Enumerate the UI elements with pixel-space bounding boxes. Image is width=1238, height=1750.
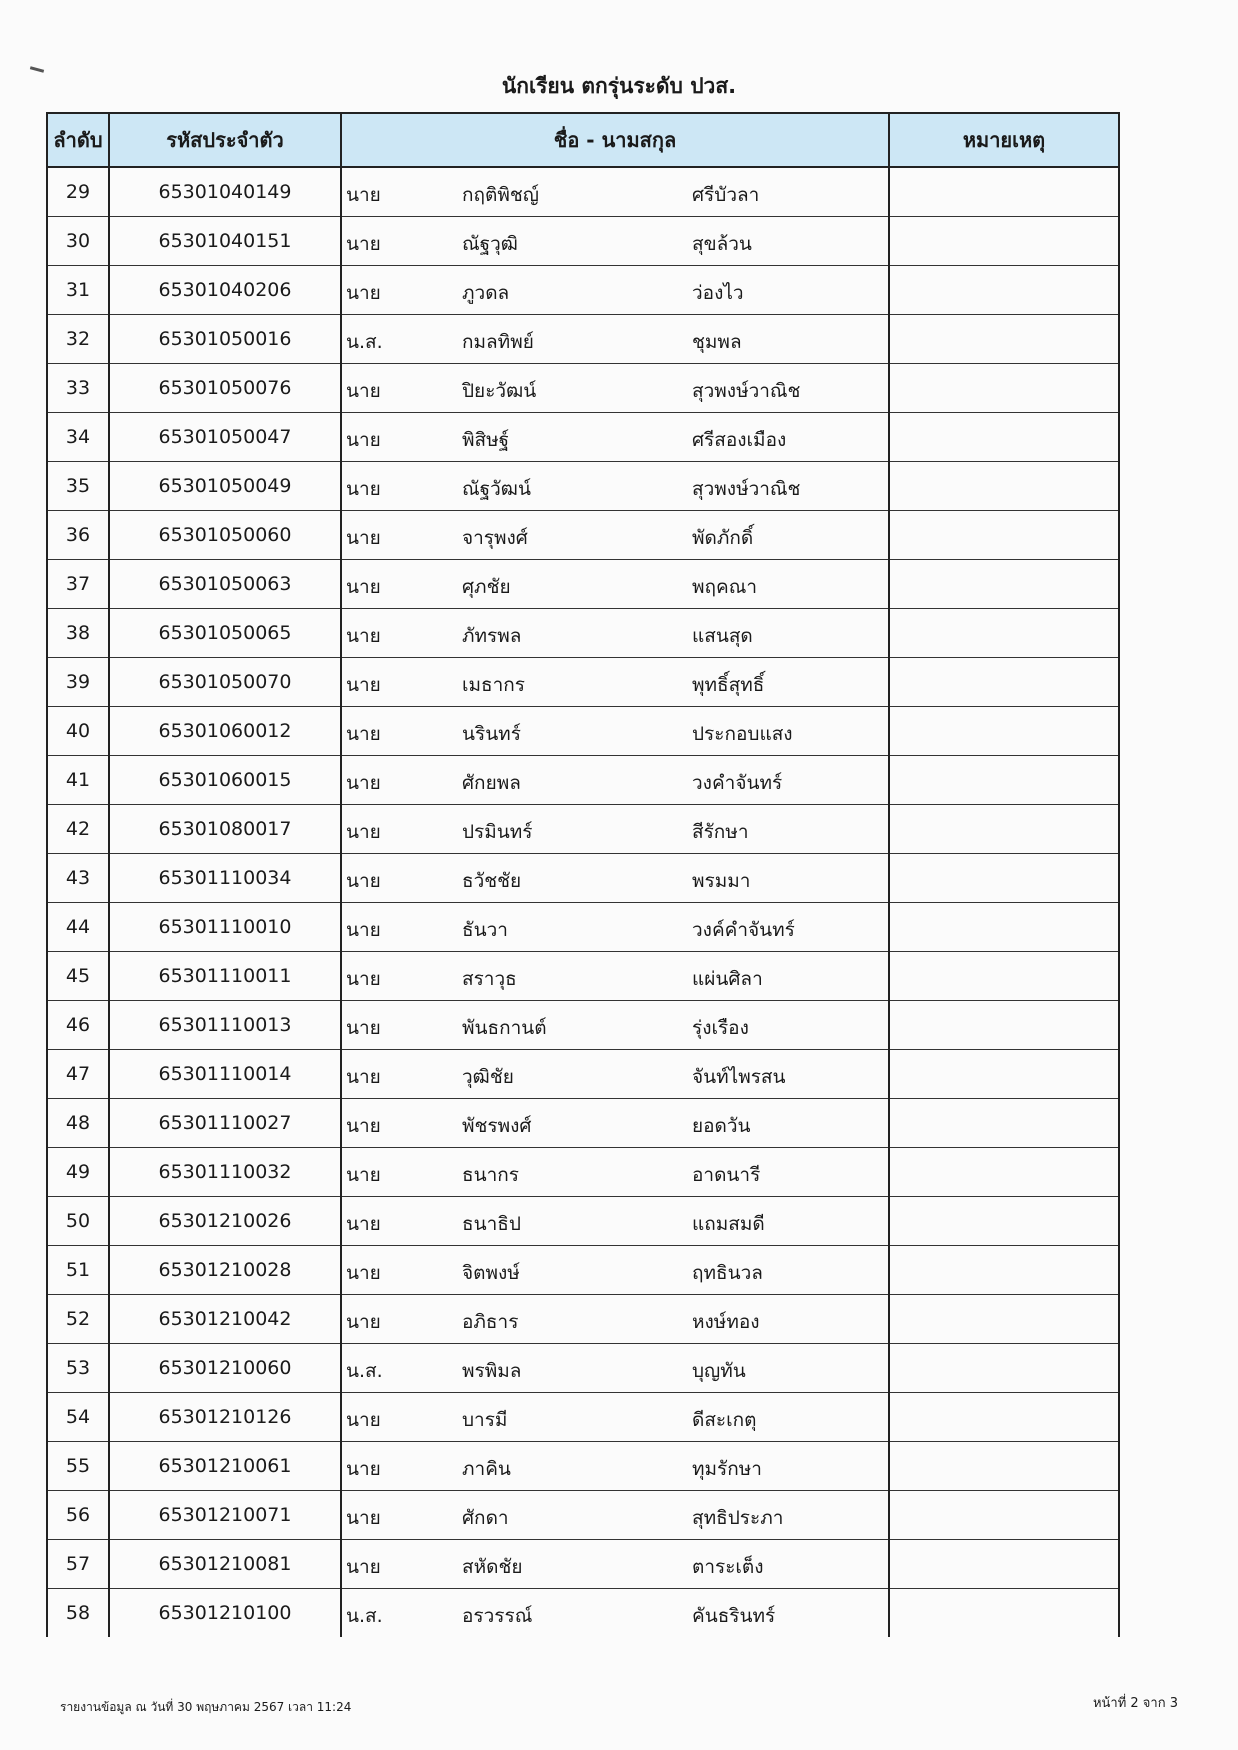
row-first-name: กฤติพิชญ์: [462, 184, 539, 206]
row-name-cell: [341, 1295, 889, 1344]
row-name-cell: [341, 1540, 889, 1589]
table-row: [47, 609, 1119, 658]
row-remark: [889, 756, 1119, 805]
row-student-id: 65301210061: [109, 1442, 341, 1491]
row-title-prefix: นาย: [346, 1507, 381, 1529]
row-last-name: บุญทัน: [692, 1360, 746, 1382]
row-student-id: 65301040149: [109, 167, 341, 217]
row-title-prefix: นาย: [346, 625, 381, 647]
table-row: [47, 511, 1119, 560]
row-remark: [889, 1001, 1119, 1050]
row-name-cell: [341, 1344, 889, 1393]
row-name-cell: [341, 266, 889, 315]
row-first-name: บารมี: [462, 1409, 508, 1431]
row-name-cell: [341, 1589, 889, 1638]
row-last-name: วงคำจันทร์: [692, 772, 783, 794]
table-row: [47, 1001, 1119, 1050]
table-row: [47, 315, 1119, 364]
row-title-prefix: นาย: [346, 1115, 381, 1137]
row-remark: [889, 413, 1119, 462]
table-row: [47, 1589, 1119, 1638]
row-first-name: ธนาธิป: [462, 1213, 521, 1235]
row-last-name: พัดภักดิ์: [692, 527, 754, 549]
row-name-cell: [341, 413, 889, 462]
row-last-name: พรมมา: [692, 870, 751, 892]
row-student-id: 65301050063: [109, 560, 341, 609]
row-first-name: สราวุธ: [462, 968, 517, 990]
row-remark: [889, 217, 1119, 266]
row-student-id: 65301110013: [109, 1001, 341, 1050]
table-row: [47, 707, 1119, 756]
row-seq: 37: [47, 560, 109, 609]
row-student-id: 65301050070: [109, 658, 341, 707]
row-last-name: สุวพงษ์วาณิช: [692, 478, 801, 500]
row-remark: [889, 1491, 1119, 1540]
row-seq: 31: [47, 266, 109, 315]
table-row: [47, 1393, 1119, 1442]
row-last-name: อาดนารี: [692, 1164, 761, 1186]
table-row: [47, 756, 1119, 805]
row-title-prefix: นาย: [346, 1017, 381, 1039]
row-seq: 47: [47, 1050, 109, 1099]
row-first-name: ปิยะวัฒน์: [462, 380, 537, 402]
row-last-name: สุขล้วน: [692, 233, 752, 255]
row-student-id: 65301210060: [109, 1344, 341, 1393]
page-title: นักเรียน ตกรุ่นระดับ ปวส.: [501, 74, 737, 98]
row-title-prefix: นาย: [346, 282, 381, 304]
row-remark: [889, 952, 1119, 1001]
row-student-id: 65301080017: [109, 805, 341, 854]
row-seq: 43: [47, 854, 109, 903]
row-last-name: หงษ์ทอง: [692, 1311, 760, 1333]
row-student-id: 65301050065: [109, 609, 341, 658]
row-remark: [889, 1295, 1119, 1344]
row-first-name: ศักดา: [462, 1507, 509, 1529]
row-first-name: นรินทร์: [462, 723, 521, 745]
row-student-id: 65301110034: [109, 854, 341, 903]
row-seq: 54: [47, 1393, 109, 1442]
row-remark: [889, 805, 1119, 854]
row-title-prefix: นาย: [346, 184, 381, 206]
row-student-id: 65301050016: [109, 315, 341, 364]
row-seq: 34: [47, 413, 109, 462]
row-last-name: แผ่นศิลา: [692, 968, 763, 990]
row-title-prefix: นาย: [346, 1556, 381, 1578]
row-first-name: ณัฐวุฒิ: [462, 233, 518, 255]
table-row: [47, 1197, 1119, 1246]
row-seq: 30: [47, 217, 109, 266]
row-title-prefix: นาย: [346, 429, 381, 451]
row-name-cell: [341, 1442, 889, 1491]
row-seq: 51: [47, 1246, 109, 1295]
row-last-name: ชุมพล: [692, 331, 742, 353]
row-name-cell: [341, 1491, 889, 1540]
row-title-prefix: นาย: [346, 723, 381, 745]
row-first-name: ปรมินทร์: [462, 821, 533, 843]
row-last-name: แถมสมดี: [692, 1213, 765, 1235]
row-remark: [889, 462, 1119, 511]
row-title-prefix: นาย: [346, 674, 381, 696]
row-title-prefix: นาย: [346, 478, 381, 500]
row-first-name: พิสิษฐ์: [462, 429, 510, 451]
row-last-name: จันท์ไพรสน: [692, 1066, 786, 1088]
row-seq: 45: [47, 952, 109, 1001]
table-row: [47, 364, 1119, 413]
row-title-prefix: นาย: [346, 821, 381, 843]
row-title-prefix: นาย: [346, 1311, 381, 1333]
row-first-name: ภาคิน: [462, 1458, 511, 1480]
row-remark: [889, 1393, 1119, 1442]
row-title-prefix: นาย: [346, 870, 381, 892]
row-seq: 39: [47, 658, 109, 707]
row-remark: [889, 560, 1119, 609]
row-student-id: 65301210042: [109, 1295, 341, 1344]
row-student-id: 65301050076: [109, 364, 341, 413]
row-name-cell: [341, 560, 889, 609]
row-last-name: แสนสุด: [692, 625, 753, 647]
row-student-id: 65301210126: [109, 1393, 341, 1442]
row-seq: 32: [47, 315, 109, 364]
row-name-cell: [341, 511, 889, 560]
row-title-prefix: นาย: [346, 1213, 381, 1235]
student-table: [46, 112, 1120, 1637]
row-remark: [889, 1099, 1119, 1148]
row-student-id: 65301110014: [109, 1050, 341, 1099]
row-remark: [889, 1442, 1119, 1491]
row-last-name: สุทธิประภา: [692, 1507, 784, 1529]
row-seq: 33: [47, 364, 109, 413]
row-title-prefix: น.ส.: [346, 331, 383, 353]
row-name-cell: [341, 609, 889, 658]
row-seq: 58: [47, 1589, 109, 1638]
table-row: [47, 1148, 1119, 1197]
row-remark: [889, 167, 1119, 217]
header-remark: หมายเหตุ: [889, 113, 1119, 167]
row-seq: 46: [47, 1001, 109, 1050]
table-row: [47, 952, 1119, 1001]
row-seq: 55: [47, 1442, 109, 1491]
row-student-id: 65301210081: [109, 1540, 341, 1589]
row-remark: [889, 1540, 1119, 1589]
row-student-id: 65301210071: [109, 1491, 341, 1540]
row-name-cell: [341, 903, 889, 952]
row-last-name: ประกอบแสง: [692, 723, 793, 745]
row-name-cell: [341, 217, 889, 266]
row-first-name: ภัทรพล: [462, 625, 522, 647]
row-title-prefix: นาย: [346, 233, 381, 255]
row-first-name: อรวรรณ์: [462, 1605, 533, 1627]
row-remark: [889, 1589, 1119, 1638]
row-seq: 48: [47, 1099, 109, 1148]
row-last-name: รุ่งเรือง: [692, 1017, 749, 1039]
row-name-cell: [341, 364, 889, 413]
row-seq: 44: [47, 903, 109, 952]
row-name-cell: [341, 1001, 889, 1050]
row-last-name: วงค์คำจันทร์: [692, 919, 795, 941]
row-title-prefix: น.ส.: [346, 1605, 383, 1627]
row-remark: [889, 658, 1119, 707]
row-name-cell: [341, 756, 889, 805]
row-title-prefix: นาย: [346, 919, 381, 941]
row-name-cell: [341, 854, 889, 903]
row-first-name: พัชรพงศ์: [462, 1115, 532, 1137]
row-first-name: วุฒิชัย: [462, 1066, 514, 1088]
row-first-name: สหัดชัย: [462, 1556, 523, 1578]
row-student-id: 65301110010: [109, 903, 341, 952]
row-remark: [889, 364, 1119, 413]
row-first-name: จารุพงศ์: [462, 527, 528, 549]
row-name-cell: [341, 707, 889, 756]
table-row: [47, 1442, 1119, 1491]
table-header-row: [47, 113, 1119, 167]
row-last-name: สีรักษา: [692, 821, 749, 843]
table-row: [47, 1295, 1119, 1344]
header-seq: ลำดับ: [47, 113, 109, 167]
row-last-name: พฤคณา: [692, 576, 758, 598]
row-name-cell: [341, 1148, 889, 1197]
row-seq: 35: [47, 462, 109, 511]
row-first-name: เมธากร: [462, 674, 525, 696]
row-seq: 42: [47, 805, 109, 854]
page-number: หน้าที่ 2 จาก 3: [1092, 1696, 1178, 1711]
row-last-name: ตาระเต็ง: [692, 1556, 764, 1578]
row-student-id: 65301050060: [109, 511, 341, 560]
row-remark: [889, 1148, 1119, 1197]
row-seq: 49: [47, 1148, 109, 1197]
row-seq: 53: [47, 1344, 109, 1393]
table-row: [47, 1246, 1119, 1295]
row-name-cell: [341, 315, 889, 364]
row-remark: [889, 1246, 1119, 1295]
row-name-cell: [341, 658, 889, 707]
row-title-prefix: นาย: [346, 1409, 381, 1431]
table-row: [47, 854, 1119, 903]
row-title-prefix: นาย: [346, 527, 381, 549]
header-full-name: ชื่อ - นามสกุล: [341, 113, 889, 167]
table-row: [47, 1540, 1119, 1589]
row-last-name: ศรีสองเมือง: [692, 429, 787, 451]
row-seq: 52: [47, 1295, 109, 1344]
row-last-name: ดีสะเกตุ: [692, 1409, 757, 1431]
row-student-id: 65301110032: [109, 1148, 341, 1197]
row-name-cell: [341, 167, 889, 217]
row-student-id: 65301050049: [109, 462, 341, 511]
row-first-name: ศักยพล: [462, 772, 521, 794]
row-name-cell: [341, 1197, 889, 1246]
row-name-cell: [341, 805, 889, 854]
row-student-id: 65301060012: [109, 707, 341, 756]
row-student-id: 65301210028: [109, 1246, 341, 1295]
row-seq: 29: [47, 167, 109, 217]
row-name-cell: [341, 1246, 889, 1295]
row-title-prefix: นาย: [346, 1262, 381, 1284]
row-title-prefix: นาย: [346, 1458, 381, 1480]
row-seq: 36: [47, 511, 109, 560]
row-first-name: อภิธาร: [462, 1311, 519, 1333]
row-student-id: 65301110027: [109, 1099, 341, 1148]
row-name-cell: [341, 462, 889, 511]
row-remark: [889, 1050, 1119, 1099]
row-title-prefix: นาย: [346, 380, 381, 402]
row-title-prefix: นาย: [346, 968, 381, 990]
table-row: [47, 1344, 1119, 1393]
table-row: [47, 1050, 1119, 1099]
table-row: [47, 1491, 1119, 1540]
row-remark: [889, 511, 1119, 560]
table-row: [47, 462, 1119, 511]
table-row: [47, 658, 1119, 707]
row-seq: 50: [47, 1197, 109, 1246]
row-first-name: กมลทิพย์: [462, 331, 534, 353]
row-first-name: ณัฐวัฒน์: [462, 478, 531, 500]
row-remark: [889, 707, 1119, 756]
row-first-name: ธนากร: [462, 1164, 519, 1186]
row-remark: [889, 854, 1119, 903]
row-seq: 57: [47, 1540, 109, 1589]
row-last-name: สุวพงษ์วาณิช: [692, 380, 801, 402]
row-first-name: จิตพงษ์: [462, 1262, 520, 1284]
table-row: [47, 217, 1119, 266]
row-seq: 40: [47, 707, 109, 756]
row-title-prefix: นาย: [346, 576, 381, 598]
row-remark: [889, 315, 1119, 364]
row-last-name: ยอดวัน: [692, 1115, 751, 1137]
row-first-name: ธวัชชัย: [462, 870, 522, 892]
row-first-name: ภูวดล: [462, 282, 510, 304]
row-student-id: 65301060015: [109, 756, 341, 805]
row-first-name: พรพิมล: [462, 1360, 522, 1382]
table-row: [47, 413, 1119, 462]
row-student-id: 65301110011: [109, 952, 341, 1001]
row-title-prefix: นาย: [346, 772, 381, 794]
row-name-cell: [341, 1050, 889, 1099]
row-name-cell: [341, 1393, 889, 1442]
row-last-name: ทุมรักษา: [692, 1458, 762, 1480]
row-seq: 56: [47, 1491, 109, 1540]
row-first-name: ศุภชัย: [462, 576, 511, 598]
table-row: [47, 266, 1119, 315]
row-student-id: 65301040151: [109, 217, 341, 266]
row-title-prefix: นาย: [346, 1066, 381, 1088]
row-last-name: พุทธิ์สุทธิ์: [692, 674, 765, 696]
table-row: [47, 805, 1119, 854]
row-last-name: ฤทธินวล: [692, 1262, 763, 1284]
table-row: [47, 1099, 1119, 1148]
row-seq: 41: [47, 756, 109, 805]
row-student-id: 65301210100: [109, 1589, 341, 1638]
table-row: [47, 560, 1119, 609]
row-name-cell: [341, 952, 889, 1001]
row-title-prefix: นาย: [346, 1164, 381, 1186]
row-student-id: 65301040206: [109, 266, 341, 315]
row-remark: [889, 903, 1119, 952]
row-remark: [889, 1344, 1119, 1393]
table-row: [47, 167, 1119, 217]
row-last-name: คันธรินทร์: [692, 1605, 776, 1627]
row-student-id: 65301050047: [109, 413, 341, 462]
header-student-id: รหัสประจำตัว: [109, 113, 341, 167]
row-name-cell: [341, 1099, 889, 1148]
row-last-name: ว่องไว: [692, 282, 744, 304]
row-remark: [889, 609, 1119, 658]
row-last-name: ศรีบัวลา: [692, 184, 760, 206]
row-remark: [889, 266, 1119, 315]
row-student-id: 65301210026: [109, 1197, 341, 1246]
row-first-name: ธันวา: [462, 919, 508, 941]
row-title-prefix: น.ส.: [346, 1360, 383, 1382]
table-row: [47, 903, 1119, 952]
row-seq: 38: [47, 609, 109, 658]
row-first-name: พันธกานต์: [462, 1017, 547, 1039]
report-timestamp: รายงานข้อมูล ณ วันที่ 30 พฤษภาคม 2567 เวลา 11:24: [60, 1700, 352, 1714]
row-remark: [889, 1197, 1119, 1246]
